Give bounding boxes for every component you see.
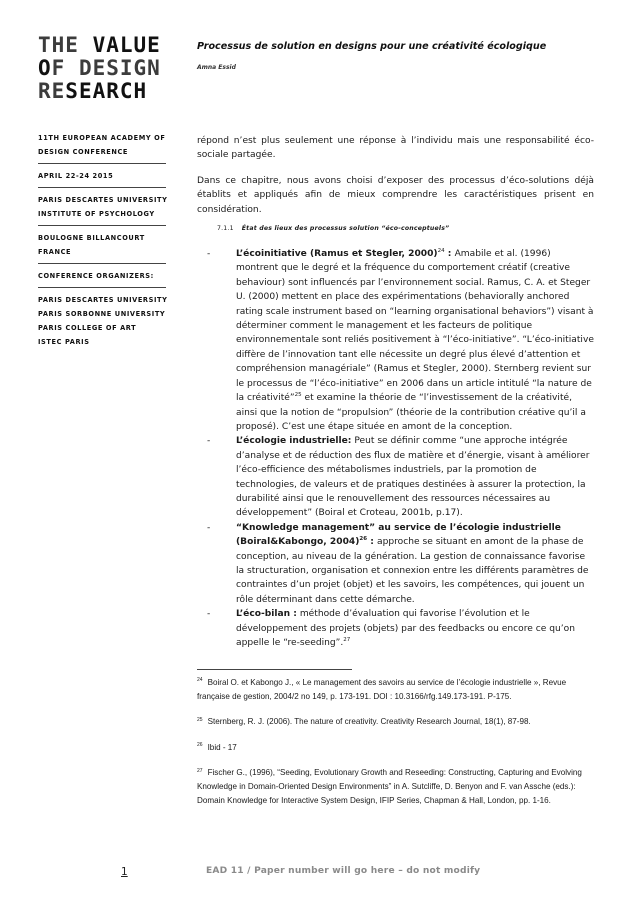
conference-sidebar: [38, 131, 178, 349]
list-item-term: L’écoinitiative (Ramus et Stegler, 2000): [236, 249, 438, 260]
sidebar-divider: [38, 187, 166, 188]
footnote: [197, 715, 592, 729]
footnote-number: 26: [197, 742, 203, 749]
paper-header: [197, 41, 597, 71]
footer-note: EAD 11 / Paper number will go here – do not modify: [206, 866, 481, 876]
footnote-text: Sternberg, R. J. (2006). The nature of creativity. Creativity Research Journal, 18(1), 87-98.: [207, 717, 531, 727]
sidebar-organizer: PARIS DESCARTES UNIVERSITY: [38, 296, 168, 304]
sidebar-divider: [38, 263, 166, 264]
sidebar-venue-line-1: PARIS DESCARTES UNIVERSITY: [38, 196, 168, 204]
sidebar-dates: APRIL 22-24 2015: [38, 172, 114, 180]
body-paragraph: répond n’est plus seulement une réponse à l’individu mais une responsabilité éco-sociale partagée.: [197, 136, 594, 161]
footnote-number: 24: [197, 677, 203, 684]
sidebar-city-line-1: BOULOGNE BILLANCOURT: [38, 234, 145, 242]
footnote-ref[interactable]: 25: [294, 392, 302, 399]
list-item: [197, 247, 594, 434]
footnote-ref[interactable]: 24: [437, 248, 445, 254]
list-item-separator: :: [367, 537, 378, 548]
sidebar-divider: [38, 163, 166, 164]
paper-author: Amna Essid: [197, 64, 236, 71]
footnote: [197, 766, 592, 807]
subsection-heading: [217, 225, 594, 232]
sidebar-venue-line-2: INSTITUTE OF PSYCHOLOGY: [38, 210, 155, 218]
subsection-title: État des lieux des processus solution “éco-conceptuels”: [241, 225, 450, 233]
list-item: [197, 434, 594, 520]
sidebar-organizer: ISTEC PARIS: [38, 338, 90, 346]
bullet-dash: -: [207, 522, 211, 533]
footnote-separator: [197, 669, 352, 670]
footnote-number: 25: [197, 716, 203, 723]
footnote-ref[interactable]: 26: [359, 536, 368, 543]
footnote: [197, 676, 592, 703]
paper-body: [197, 134, 594, 650]
footnote-text: Ibid - 17: [207, 742, 237, 752]
subsection-number: 7.1.1: [217, 225, 234, 233]
sidebar-divider: [38, 225, 166, 226]
conference-logo: [38, 34, 178, 103]
list-item-text: Peut se définir comme “une approche intégrée d’analyse et de réduction des flux de matière et d’énergie, visant à améliorer l’éco-efficience des métabolismes industriels, par la promotion de technologies, de valeurs et de pratiques destinées à assurer la protection, la durabilité ainsi que le renouvellement des ressources nécessaires au développement” (Boiral et Croteau, 2001b, p.17).: [236, 436, 590, 519]
sidebar-organizer: PARIS COLLEGE OF ART: [38, 324, 137, 332]
sidebar-divider: [38, 287, 166, 288]
footnote-number: 27: [197, 767, 203, 774]
page-number: 1: [121, 866, 128, 878]
list-item-text: approche se situant en amont de la phase de conception, au niveau de la génération. La gestion de connaissance favorise la structuration, organisation et connexion entre les différents paramètres de contraintes d’un projet (objet) et les savoirs, les compétences, qui jouent un rôle déterminant dans cette démarche.: [236, 537, 589, 605]
sidebar-organizers-heading: CONFERENCE ORGANIZERS:: [38, 272, 154, 280]
bullet-dash: -: [207, 609, 211, 620]
footnote-text: Boiral O. et Kabongo J., « Le management des savoirs au service de l’écologie industrielle », Revue française de gestion, 2004/2 no 149, p. 173-191. DOI : 10.3166/rfg.149.173-191. P-175.: [197, 678, 567, 701]
footnote: [197, 741, 592, 755]
list-item: [197, 607, 594, 650]
bullet-dash: -: [207, 436, 211, 447]
footnotes: [197, 676, 592, 819]
logo-line-2: OF DESIGN: [38, 56, 161, 80]
sidebar-conference-line-1: 11TH EUROPEAN ACADEMY OF: [38, 134, 166, 142]
list-item-term: “Knowledge management” au service de l’écologie industrielle (Boiral&Kabongo, 2004): [236, 522, 561, 548]
sidebar-organizer: PARIS SORBONNE UNIVERSITY: [38, 310, 166, 318]
list-item-term: L’éco-bilan :: [236, 609, 297, 620]
logo-line-3: RESEARCH: [38, 79, 148, 103]
list-item-text: Amabile et al. (1996) montrent que le degré et la fréquence du comportement créatif (creative behaviour) sont influencés par l’environnement social. Ramus, C. A. et Steger U. (2000) mettent en place des expérimentations (behaviorally anchored rating scale instrument based on “learning organisational behaviors”) visant à déterminer comment le management et les facteurs de politique environnementale sont reliés positivement à “l’éco-initiative”. “L’éco-initiative diffère de l’innovation tant elle nécessite un degré plus élevé d’attention et compréhension managériale” (Ramus et Stegler, 2000). Sternberg revient sur le processus de “l’éco-initiative” en 2006 dans un article intitulé “la nature de la créativité”: [236, 249, 594, 404]
logo-line-1: THE VALUE: [38, 33, 161, 57]
paper-title: Processus de solution en designs pour une créativité écologique: [197, 41, 547, 52]
sidebar-city-line-2: FRANCE: [38, 248, 72, 256]
body-paragraph: Dans ce chapitre, nous avons choisi d’exposer des processus d’éco-solutions déjà établits et appliqués afin de mieux comprendre les caractéristiques prisent en considération.: [197, 175, 594, 215]
footnote-ref[interactable]: 27: [343, 636, 351, 643]
list-item-term: L’écologie industrielle:: [236, 436, 352, 447]
bullet-dash: -: [207, 249, 211, 260]
process-list: [197, 247, 594, 650]
sidebar-conference-line-2: DESIGN CONFERENCE: [38, 148, 129, 156]
list-item-separator: :: [444, 249, 455, 260]
footnote-text: Fischer G., (1996), “Seeding, Evolutionary Growth and Reseeding: Constructing, Capturing and Evolving Knowledge in Domain-Oriented Design Environments” in A. Sutcliffe, D. Benyon and F. van Assche (eds.): Domain Knowledge for Interactive System Design, IFIP Series, Chapman & Hall, London, pp. 1-16.: [197, 768, 582, 805]
list-item-text: méthode d’évaluation qui favorise l’évolution et le développement des projets (objets) par des feedbacks ou encore ce qu’on appelle le “re-seeding”.: [236, 609, 575, 648]
list-item: [197, 521, 594, 607]
list-item-text: et examine la théorie de “l’investissement de la créativité, ainsi que la notion de “propulsion” (théorie de la contribution créative qu’il a proposé). C’est une étape située en amont de la conception.: [236, 393, 586, 432]
